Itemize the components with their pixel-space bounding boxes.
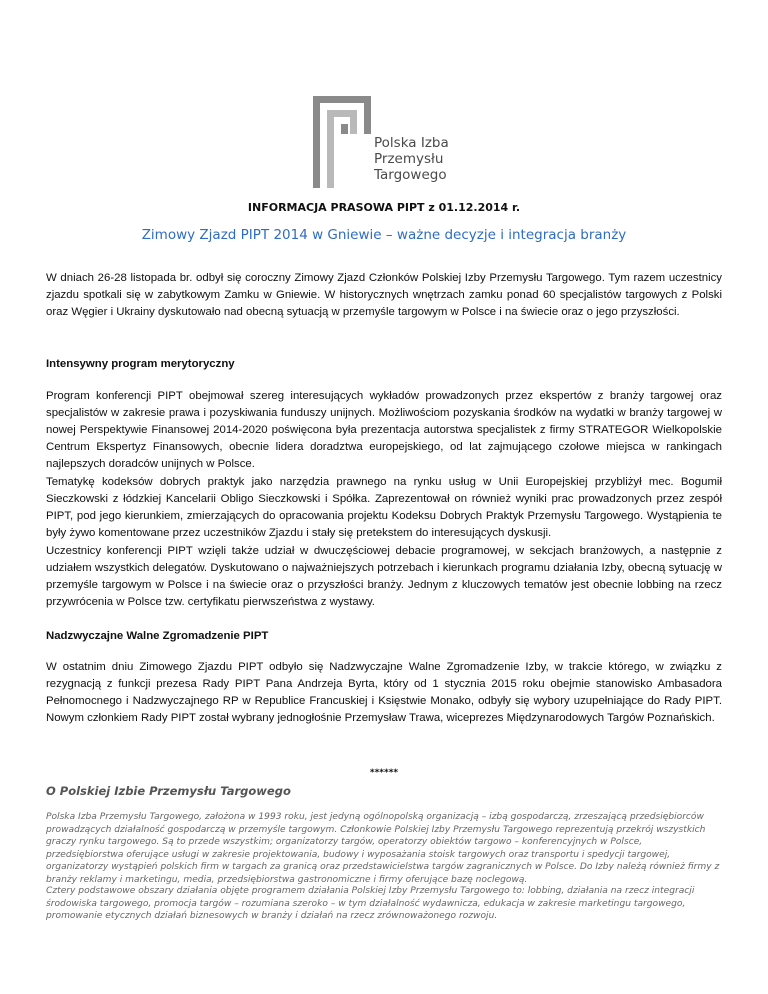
section-1-paragraph-2: Tematykę kodeksów dobrych praktyk jako narzędzia prawnego na rynku usług w Unii Europejskiej przybliżył mec. Bogumił Sieczkowski z łódzkiej Kancelarii Obligo Sieczkowski i Spółka. Zaprezentował on również wyniki prac prowadzonych przez zespół PIPT, pod jego kierunkiem, zmierzających do opracowania projektu Kodeksu Dobrych Praktyk Przemysłu Targowego. Wystąpienia te były żywo komentowane przez uczestników Zjazdu i stały się pretekstem do interesujących dyskusji. (46, 476, 722, 539)
pipt-logo (313, 96, 513, 191)
logo-line-2: Przemysłu (374, 151, 444, 167)
about-paragraph-1: Polska Izba Przemysłu Targowego, założona w 1993 roku, jest jedyną ogólnopolską organizacją – izbą gospodarczą, zrzeszającą przedsiębiorców prowadzących działalność gospodarczą w przemyśle targowym. Członkowie Polskiej Izby Przemysłu Targowego reprezentują przekrój wszystkich graczy rynku targowego. Są to przede wszystkim; organizatorzy targów, operatorzy obiektów targowo – konferencyjnych w Polsce, przedsiębiorstwa oferujące usługi w zakresie projektowania, budowy i wyposażania stoisk targowych oraz transportu i spedycji targowej, organizatorzy wystąpień polskich firm w targach za granicą oraz przedstawicielstwa targów zagranicznych w Polsce. Do Izby należą również firmy z branży reklamy i marketingu, media, przedsiębiorstwa gastronomiczne i firmy oferujące bazę noclegową. (46, 812, 720, 885)
section-1-paragraph-3: Uczestnicy konferencji PIPT wzięli także udział w dwuczęściowej debacie programowej, w sekcjach branżowych, a następnie z udziałem wszystkich delegatów. Dyskutowano o najważniejszych potrzebach i kierunkach programu działania Izby, obecną sytuację w przemyśle targowym w Polsce i na świecie oraz o przyszłości branży. Jednym z kluczowych tematów jest obecnie lobbing na rzecz przywrócenia w Polsce tzw. certyfikatu pierwszeństwa z wystawy. (46, 545, 722, 608)
logo-line-3: Targowego (374, 167, 447, 183)
section-1-title: Intensywny program merytoryczny (46, 358, 235, 370)
logo-wordmark (374, 135, 449, 183)
headline: Zimowy Zjazd PIPT 2014 w Gniewie – ważne decyzje i integracja branży (141, 227, 627, 243)
separator: ****** (369, 768, 399, 778)
intro-paragraph: W dniach 26-28 listopada br. odbył się coroczny Zimowy Zjazd Członków Polskiej Izby Przemysłu Targowego. Tym razem uczestnicy zjazdu spotkali się w zabytkowym Zamku w Gniewie. W historycznych wnętrzach zamku ponad 60 specjalistów targowych z Polski oraz Węgier i Ukrainy dyskutowało nad obecną sytuacją w przemyśle targowym w Polsce i na świecie oraz o jego przyszłości. (46, 272, 722, 318)
press-release-header: INFORMACJA PRASOWA PIPT z 01.12.2014 r. (247, 201, 521, 214)
pipt-logo-mark (313, 96, 373, 188)
about-title: O Polskiej Izbie Przemysłu Targowego (46, 784, 291, 798)
section-2-title: Nadzwyczajne Walne Zgromadzenie PIPT (46, 630, 269, 642)
about-paragraph-2: Cztery podstawowe obszary działania objęte programem działania Polskiej Izby Przemysłu Targowego to: lobbing, działania na rzecz integracji środowiska targowego, promocja targów – rozumiana szeroko – w tym działalność wydawnicza, edukacja w zakresie marketingu targowego, promowanie etycznych działań biznesowych w branży i działań na rzecz zrównoważonego rozwoju. (46, 886, 695, 921)
logo-line-1: Polska Izba (374, 135, 449, 151)
section-2-paragraph-1: W ostatnim dniu Zimowego Zjazdu PIPT odbyło się Nadzwyczajne Walne Zgromadzenie Izby, w trakcie którego, w związku z rezygnacją z funkcji prezesa Rady PIPT Pana Andrzeja Byrta, który od 1 stycznia 2015 roku obejmie stanowisko Ambasadora Pełnomocnego i Nadzwyczajnego RP w Republice Francuskiej i Księstwie Monako, odbyły się wybory uzupełniające do Rady PIPT. Nowym członkiem Rady PIPT został wybrany jednogłośnie Przemysław Trawa, wiceprezes Międzynarodowych Targów Poznańskich. (46, 661, 722, 724)
section-1-paragraph-1: Program konferencji PIPT obejmował szereg interesujących wykładów prowadzonych przez ekspertów z branży targowej oraz specjalistów w zakresie prawa i pozyskiwania funduszy unijnych. Możliwościom pozyskania środków na wydatki w branży targowej w nowej Perspektywie Finansowej 2014-2020 poświęcona była prezentacja autorstwa specjalistek z firmy STRATEGOR Wielkopolskie Centrum Ekspertyz Finansowych, obecnie lidera doradztwa europejskiego, od lat zajmującego czołowe miejsca w rankingach najlepszych doradców unijnych w Polsce. (46, 390, 722, 470)
